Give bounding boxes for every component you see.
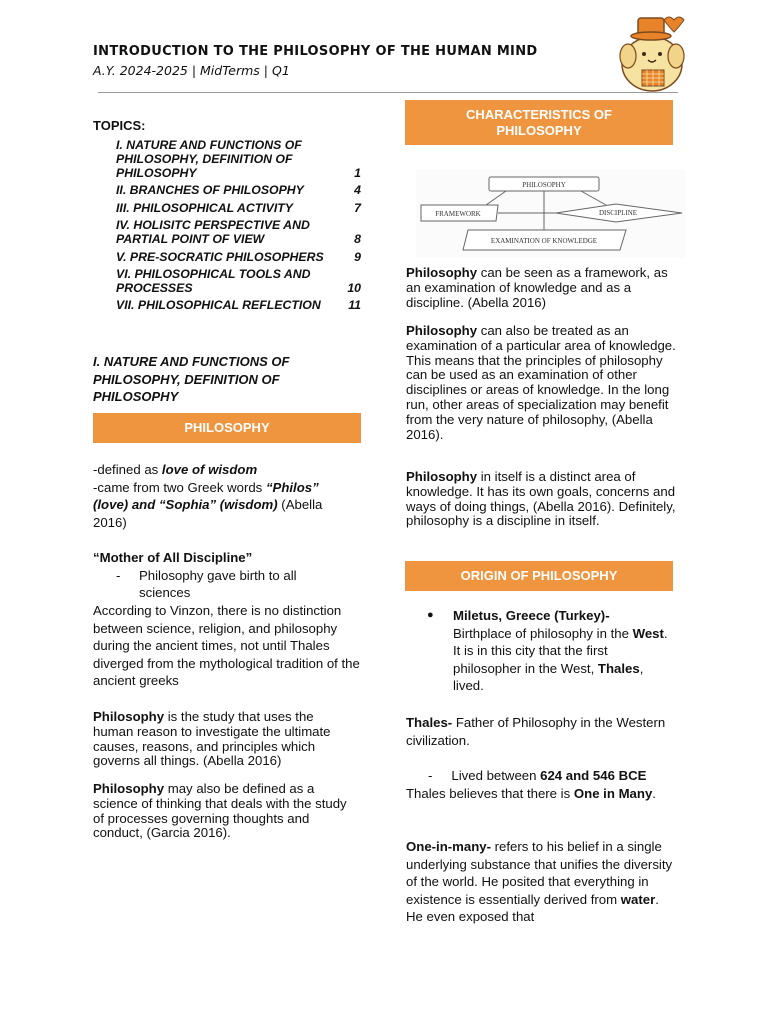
toc-item-label: VI. PHILOSOPHICAL TOOLS AND PROCESSES [116,266,311,295]
mother-block [93,549,363,602]
toc-item [116,201,361,215]
table-of-contents [116,138,361,316]
toc-item-page: 8 [354,232,361,247]
lived-text: Lived between [451,768,541,783]
mascot-sticker-icon [612,12,692,94]
p3-rest: in itself is a distinct area of knowledge. It has its own goals, concerns and ways of doing things, (Abella 2016). Definitely, philosophy is a discipline in itself. [406,469,676,529]
study-rest: is the study that uses the human reason to investigate the ultimate causes, reasons, and principles which governs all things. (Abella 2016) [93,709,331,769]
one-in-many-paragraph [406,838,678,926]
came-suffix: (Abella 2016) [93,497,323,530]
characteristics-paragraph-1 [406,266,676,310]
toc-item-page: 1 [354,166,361,180]
philosophy-banner: PHILOSOPHY [93,413,361,443]
believes-bold: One in Many [573,786,653,801]
study-paragraph [93,710,355,769]
mother-item-text: Philosophy gave birth to all sciences [139,567,297,600]
dash-marker: - [116,567,121,583]
toc-item-label: IV. HOLISITC PERSPECTIVE AND PARTIAL POINT OF VIEW [116,218,310,247]
toc-item-page: 9 [354,249,361,264]
toc-item-label: V. PRE-SOCRATIC PHILOSOPHERS [116,249,324,264]
miletus-text3: , lived. [453,660,644,693]
diagram-label-philosophy: PHILOSOPHY [522,181,566,189]
toc-item [116,250,361,264]
diagram-label-discipline: DISCIPLINE [598,209,638,217]
toc-item [116,267,361,295]
definition-block [93,461,355,531]
topics-heading: TOPICS: [93,118,146,133]
toc-item-page: 11 [348,298,361,313]
lived-list-item [428,767,688,785]
toc-item-page: 7 [354,200,361,215]
toc-item [116,138,361,180]
toc-item-label: I. NATURE AND FUNCTIONS OF PHILOSOPHY, DEFINITION OF PHILOSOPHY [116,138,302,180]
section-heading: I. NATURE AND FUNCTIONS OF PHILOSOPHY, DEFINITION OF PHILOSOPHY [93,354,290,404]
science-paragraph [93,782,358,841]
science-rest: may also be defined as a science of thinking that deals with the study of processes governing thoughts and conduct, (Garcia 2016). [93,781,347,841]
bullet-icon: ● [427,609,434,621]
header-divider [98,92,678,93]
vinzon-paragraph: According to Vinzon, there is no distinction between science, religion, and philosophy during the ancient times, not until Thales diverged from the mythological tradition of the ancient greeks [93,603,360,688]
onein-water: water [620,891,656,907]
origin-banner: ORIGIN OF PHILOSOPHY [405,561,673,591]
diagram-label-examination: EXAMINATION OF KNOWLEDGE [490,237,598,245]
document-subtitle: A.Y. 2024-2025 | MidTerms | Q1 [93,63,290,78]
believes-line [406,785,672,803]
dash-marker: - [428,768,433,783]
miletus-west: West [632,625,664,641]
onein-text1: refers to his belief in a single underlying substance that unifies the diversity of the world. He posited that everything in existence is essentially derived from [406,839,673,907]
toc-item [116,298,361,312]
came-term: “Philos” (love) and “Sophia” (wisdom) [93,479,319,512]
miletus-text1: Birthplace of philosophy in the [453,625,633,641]
miletus-text [453,607,672,695]
p1-rest: can be seen as a framework, as an examination of knowledge and as a discipline. (Abella 2016) [406,265,668,310]
mother-heading: “Mother of All Discipline” [93,550,253,565]
p2-bold: Philosophy [406,323,478,338]
p2-rest: can also be treated as an examination of a particular area of knowledge. This means that the principles of philosophy can be used as an examination of other disciplines or areas of knowledge. In the long run, other areas of specialization may benefit from the very nature of philosophy, (Abella 2016). [406,323,676,442]
toc-item-label: VII. PHILOSOPHICAL REFLECTION [116,298,321,313]
defined-prefix: -defined as [93,462,162,477]
philosophy-diagram [416,170,686,258]
diagram-label-framework: FRAMEWORK [435,210,481,218]
miletus-thales: Thales [597,660,640,676]
p1-bold: Philosophy [406,265,478,280]
science-bold: Philosophy [93,781,165,796]
came-prefix: -came from two Greek words [93,479,266,495]
miletus-text2: . It is in this city that the first philosopher in the West, [453,625,668,676]
p3-bold: Philosophy [406,469,478,484]
miletus-bold: Miletus, Greece (Turkey)- [453,608,610,623]
toc-item [116,183,361,197]
study-bold: Philosophy [93,709,165,724]
defined-line [93,461,355,479]
characteristics-banner-label: CHARACTERISTICS OF PHILOSOPHY [466,106,612,138]
characteristics-paragraph-2 [406,324,678,442]
onein-text2: . He even exposed that [406,891,659,924]
thales-paragraph [406,714,672,749]
came-line [93,479,355,532]
document-title: INTRODUCTION TO THE PHILOSOPHY OF THE HUMAN MIND [93,44,538,59]
thales-rest: Father of Philosophy in the Western civilization. [406,715,666,748]
toc-item-label: III. PHILOSOPHICAL ACTIVITY [116,200,293,215]
mother-list-item [93,567,363,602]
believes-end: . [652,786,656,801]
toc-item-page: 10 [347,280,361,295]
lived-bold: 624 and 546 BCE [540,768,647,783]
defined-term: love of wisdom [161,462,258,477]
thales-bold: Thales- [406,715,453,730]
believes-text: Thales believes that there is [406,786,574,801]
miletus-bullet [427,607,672,695]
characteristics-paragraph-3 [406,470,676,529]
onein-bold: One-in-many- [406,839,491,854]
characteristics-banner [405,100,673,145]
toc-item [116,218,361,246]
toc-item-page: 4 [354,183,361,198]
toc-item-label: II. BRANCHES OF PHILOSOPHY [116,183,304,198]
